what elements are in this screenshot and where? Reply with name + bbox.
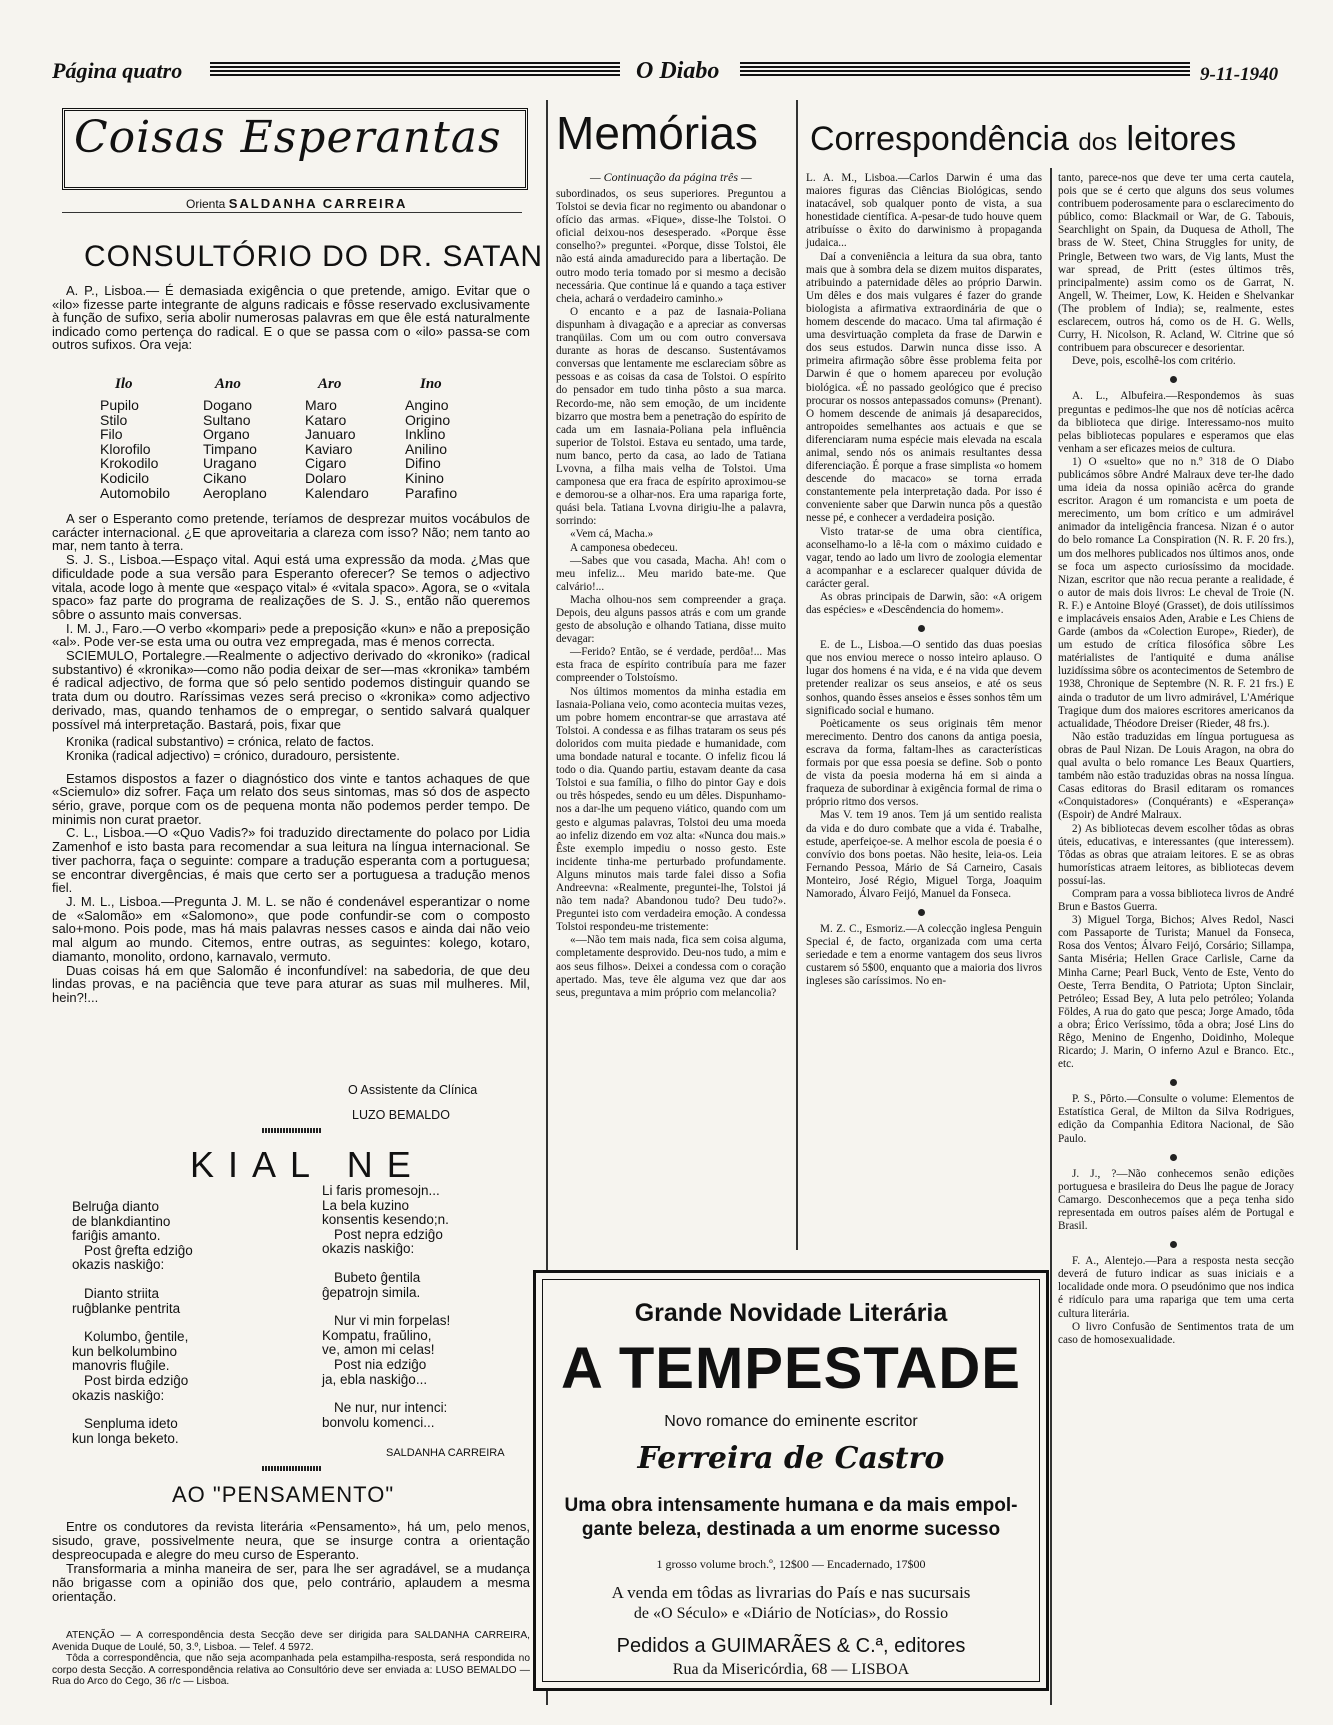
word-list: Dogano Sultano Organo Timpano Uragano Cikano Aeroplano (203, 397, 267, 501)
ad-sale-info: de «O Século» e «Diário de Notícias», do Rossio (633, 1605, 949, 1622)
bullet (918, 909, 925, 916)
masthead: O Diabo (636, 58, 720, 84)
word-list: Angino Origino Inklino Anilino Difino Kinino Parafino (405, 397, 458, 501)
ad-tagline: gante beleza, destinada a um enorme sucesso (581, 1519, 1001, 1540)
ad-headline: Grande Novidade Literária (634, 1299, 948, 1327)
article-text: Entre os condutores da revista literária «Pensamento», há um, pelo menos, sisudo, grave, possivelmente neura, que se insurge contra a orientação despreocupada e alegre do meu curso de Esperanto. Transformaria a minha maneira de ser, para lhe ser agradável, se a mudança não brigasse com a opinião dos que, pelo contrário, aplaudem a mesma orientação. (52, 1519, 530, 1604)
article-text: A ser o Esperanto como pretende, teríamos de desprezar muitos vocábulos de carácter internacional. ¿E que aproveitaria a clareza com isso? Não; nem tanto ao mar, nem tanto à terra. S. J. S., Lisboa.—Espaço vital. Aqui está uma expressão da moda. ¿Mas que dificuldade pode a sua versão para Esperanto oferecer? Se temos o adjectivo vitala, acode logo à mente que «espaço vital» é «vitala spaco». Agora, se o «vitala spaco» faz parte do programa de realizações de S. J. S., então não queremos sôbre o assunto mais conversas. I. M. J., Faro.—O verbo «kompari» pede a preposição «kun» e não a preposição «al». Pode ver-se esta uma ou outra vez empregada, mas é menos correcta. SCIEMULO, Portalegre.—Realmente o adjectivo derivado do «kroniko» (radical substantivo) é «kronika»—como não podia deixar de ser—mas «kronika» também é radical adjectivo, de forma que só pelo sentido podemos distinguir quando se trata dum ou doutro. Raríssimas vezes será preciso o «kronika» como adjectivo derivado, mas, quando tenhamos de o empregar, o sentido salvará qualquer possível má interpretação. Bastará, pois, fixar que Kronika (radical substantivo) = crónica, relato de factos. Kronika (radical adjectivo) = crónico, duradouro, persistente. Estamos dispostos a fazer o diagnóstico dos vinte e tantos achaques de que «Sciemulo» diz sofrer. Faça um relato dos seus sintomas, mas só dos de aspecto sério, grave, porque com os de pequena monta não podemos perder tempo. De minimis non curat praetor. C. L., Lisboa.—O «Quo Vadis?» foi traduzido directamente do polaco por Lidia Zamenhof e isto basta para recomendar a sua leitura na língua internacional. Se tiver pachorra, faça o seguinte: compare a tradução esperanta com a portuguesa; se encontrar divergências, é mais que certo ser a portuguesa a tradução menos fiel. J. M. L., Lisboa.—Pregunta J. M. L. se não é condenável esperantizar o nome de «Salomão» em «Salomono», que pode confundir-se com o composto salo+mono. Pois pode, mas há mais palavras nesses casos e ainda dai não veio mal algum ao mundo. Citemos, entre outras, as seguintes: kolego, kotaro, diamanto, monolito, ordono, karnavalo, vermuto. Duas coisas há em que Salomão é inconfundível: na sabedoria, de que deu lindas provas, e na paciência que teve para aturar as suas mil mulheres. Mil, hein?!... (52, 511, 530, 1005)
section-heading: AO "PENSAMENTO" (172, 1482, 395, 1507)
poem-right: Li faris promesojn... La bela kuzino konsentis kesendo;n. Post nepra edziĝo okazis naskiĝo: Bubeto ĝentila ĝepatrojn simila. Nur vi min forpelas! Kompatu, fraŭlino, ve, amon mi celas! Post nia edziĝo ja, ebla naskiĝo... Ne nur, nur intenci: bonvolu komenci... (322, 1183, 451, 1430)
article-text: subordinados, os seus superiores. Preguntou a Tolstoi se devia ficar no regimento ou abandonar o ofício das armas. «Fique», disse-lhe Tolstoi. O oficial deixou-nos desesperado. «Porque êsse conselho?» preguntei. «Porque, disse Tolstoi, êle não está ainda amadurecido para a libertação. De outro modo teria tomado por si mesmo a decisão necessária. Que continue lá e quando a taça estiver cheia, achará o verdadeiro caminho.» O encanto e a paz de Iasnaia-Poliana dispunham à divagação e a apreciar as conversas tranqüilas. Com um ou com outro conversava durante as horas de descanso. Sustentávamos conversas que lentamente me esclareciam sôbre as pessoas e as coisas da casa de Tolstoi. O espírito do pensador em tudo tinha pôsto a sua marca. Recordo-me, não sem emoção, de um incidente bizarro que mostra bem a penetração do espírito de cada um em Iasnaia-Poliana pela influência superior de Tolstoi. Estava eu sentado, uma tarde, num banco, perto da casa, ao lado de Tatiana Lvovna, a filha mais velha de Tolstoi. Uma camponesa que era fraca de espírito aproximou-se e demorou-se a olhar-nos. Era uma rapariga forte, quási bela. Tatiana Lvovna dirigiu-lhe a palavra, sorrindo: «Vem cá, Macha.» A camponesa obedeceu. —Sabes que vou casada, Macha. Ah! com o meu infeliz... Meu marido bate-me. Que calvário!... Macha olhou-nos sem compreender a graça. Depois, deu alguns passos atrás e com um grande gesto de absolução e olhando Tatiana, disse muito devagar: —Ferido? Então, se é verdade, perdôa!... Mas esta fraca de espírito contribuía para me fazer compreender o Tolstoísmo. Nos últimos momentos da minha estadia em Iasnaia-Poliana veio, como acontecia muitas vezes, um pobre homem encontrar-se que arrastava até Tolstoi. A condessa e as filhas trataram os seus pés doloridos com muita piedade e humanidade, com uma bondade natural e tocante. O infeliz ficou lá todo o dia. Quando partiu, estavam deante da casa Tolstoi e sua família, o filho do pintor Gay e dois ou três hóspedes, sendo eu um dêles. Dispunhamo-nos a dar-lhe um pequeno viático, quando com um gesto e algumas palavras, Tolstoi deu uma moeda ao infeliz dizendo em voz alta: «Nunca dou mais.» Êste exemplo impediu o nosso gesto. Este incidente tinha-me perturbado profundamente. Alguns minutos mais tarde falei disso a Sofia Andreevna: «Realmente, preguntei-lhe, Tolstoi já não tem nada? Abandonou tudo? Deu tudo?». Preguntei isto com verdadeira emoção. A condessa Tolstoi respondeu-me tristemente: «—Não tem mais nada, fica sem coisa alguma, completamente desprovido. Deu-nos tudo, a mim e aos seus filhos». Deixei a condessa com o coração apertado. Mas, teve êle alguma vez que dar aos seus, preguntava a mim próprio com melancolia? (556, 188, 786, 999)
ornament (262, 1128, 322, 1133)
column-heading: CONSULTÓRIO DO DR. SATAN (84, 240, 544, 273)
section-title: Correspondência dos leitores (810, 120, 1237, 158)
header-rule-left (210, 62, 620, 76)
ad-author: Ferreira de Castro (637, 1441, 945, 1476)
ornament (262, 1466, 322, 1471)
issue-date: 9-11-1940 (1200, 64, 1279, 85)
ad-sale-info: A venda em tôdas as livrarias do País e nas sucursais (611, 1583, 971, 1602)
poem-title: KIAL NE (190, 1144, 425, 1185)
article-text: A. P., Lisboa.— É demasiada exigência o que pretende, amigo. Evitar que o «ilo» fizesse parte integrante de alguns radicais e fôsse reservado exclusivamente à função de sufixo, seria abolir numerosas palavras em que êle está naturalmente indicado como pertença do radical. E o que se passa com o «ilo» passa-se com outros sufixos. Ora veja: (52, 283, 530, 353)
letters-column: L. A. M., Lisboa.—Carlos Darwin é uma das maiores figuras das Ciências Biológicas, sendo inatacável, sob qualquer ponto de vista, a sua honestidade científica. A-pesar-de tudo houve quem atribuísse o êxito do darwinismo à propaganda judaica... Daí a conveniência a leitura da sua obra, tanto mais que à sombra dela se dizem muitos disparates, atribuindo a paternidade dêles ao próprio Darwin. Um dêles e dos mais vulgares é fazer do grande biologista a afirmativa extraordinária de que o homem descende do macaco. Uma tal afirmação é uma desvirtuação completa da frase de Darwin e dos seus estudos. Darwin nunca disse isso. A primeira afirmação sôbre êsse problema feita por Darwin é que o homem apareceu por evolução biológica. «É no passado geológico que é preciso procurar os nossos antepassados comuns» (Prenant). O homem descende de animais já desaparecidos, antropoides semelhantes aos actuais e que se diferenciaram numa espécie mais elevada na escala animal, sendo nós os animais resultantes dessa diferenciação. É porque a frase simplista «o homem descende do macaco» se torna errada constantemente pela interpretação dada. Por isso é conveniente saber que Darwin nunca pôs a questão nesse pé, e conhecer a verdadeira posição. Visto tratar-se de uma obra científica, aconselhamo-lo a lê-la com o máximo cuidado e vagar, tendo ao lado um livro de zoologia elementar a acompanhar e a esclarecer qualquer dúvida de carácter geral. As obras principais de Darwin, são: «A origem das espécies» e «Descêndencia do homem». E. de L., Lisboa.—O sentido das duas poesias que nos enviou merece o nosso inteiro aplauso. O lugar dos homens é na vida, e é na vida que devem pretender realizar os seus anseios, e até os seus sonhos, quando êsses anseios e êsses sonhos têm um significado social e humano. Poèticamente os seus originais têm menor merecimento. Dentro dos canons da antiga poesia, escrava da forma, faltam-lhes as características formais por que essa poesia se define. Sob o ponto de vista da poesia moderna há em si ainda a fraqueza de subordinar à exigência formal de rima o próprio ritmo dos versos. Mas V. tem 19 anos. Tem já um sentido realista da vida e do duro combate que a vida é. Trabalhe, estude, aperfeiçoe-se. A melhor escola de poesia é o convívio dos bons poetas. Não hesite, leia-os. Leia Fernando Pessoa, Mário de Sá Carneiro, Casais Monteiro, José Régio, Miguel Torga, Joaquim Namorado, Álvaro Feijó, Manuel da Fonseca. M. Z. C., Esmoriz.—A colecção inglesa Penguin Special é, de facto, organizada com uma certa seriedade e tem a enorme vantagem dos seus livros custarem só 5$00, enquanto que a maioria dos livros ingleses são caríssimos. No en- (806, 172, 1042, 988)
bullet (1170, 1079, 1177, 1086)
suffix-header: Ilo (115, 376, 133, 392)
section-title: Coisas Esperantas (74, 112, 502, 163)
book-advertisement (533, 1270, 1049, 1691)
ad-address: Rua da Misericórdia, 68 — LISBOA (672, 1661, 910, 1678)
ad-price: 1 grosso volume broch.º, 12$00 — Encadernado, 17$00 (656, 1557, 926, 1571)
bullet (918, 625, 925, 632)
word-list: Maro Kataro Januaro Kaviaro Cigaro Dolaro Kalendaro (305, 397, 369, 501)
bullet (1170, 1241, 1177, 1248)
ad-book-title: A TEMPESTADE (561, 1336, 1021, 1401)
bullet (1170, 376, 1177, 383)
column-rule (796, 100, 798, 1250)
suffix-header: Aro (318, 376, 342, 392)
word-list: Pupilo Stilo Filo Klorofilo Krokodilo Kodicilo Automobilo (100, 397, 171, 501)
bullet (1170, 1154, 1177, 1161)
notice: ATENÇÃO — A correspondência desta Secção deve ser dirigida para SALDANHA CARREIRA, Avenida Duque de Loulé, 50, 3.º, Lisboa. — Telef. 4 5972. Tôda a correspondência, que não seja acompanhada pela estampilha-resposta, será respondida no corpo desta Secção. A correspondência relativa ao Consultório deve ser enviada a: LUSO BEMALDO — Rua do Arco do Cego, 36 r/c — Lisboa. (52, 1630, 530, 1687)
page-label: Página quatro (52, 58, 183, 83)
signature-name: LUZO BEMALDO (352, 1108, 450, 1122)
continuation-note: — Continuação da página três — (590, 170, 752, 184)
letters-column: tanto, parece-nos que deve ter uma certa cautela, pois que se é certo que alguns dos seus volumes contribuem poderosamente para o esclarecimento do público, como: Blackmail or War, de G. Tabouis, Searchlight on Spain, da Duquesa de Atholl, The brass de W. Steet, China Struggles for unity, de Pringle, Between two wars, de Vig lants, Must the war spread, de Pritt (estes últimos três, principalmente) assim como os de Garrat, N. Angell, W. Theimer, Low, K. Heiden e Shelvankar (The problem of India); se, realmente, estes esclarecem, outros há, como os de H. G. Wells, Curry, H. Nicolson, R. Acland, W. Citrine que só contribuem para obscurecer e desorientar. Deve, pois, escolhê-los com critério. A. L., Albufeira.—Respondemos às suas preguntas e pedimos-lhe que nos dê notícias acêrca da biblioteca que dirige. Interessamo-nos muito pelas bibliotecas populares e esperamos que elas venham a ser eficazes meios de cultura. 1) O «sueltо» que no n.º 318 de O Diabo publicámos sôbre André Malraux deve ter-lhe dado uma ideia da nossa opinião acêrca do grande escritor. Aragon é um romancista e um poeta de merecimento, um bom crítico e um admirável animador da inteligência francesa. Nizan é o autor do belo romance La Conspiration (N. R. F. 20 frs.), um dos melhores publicados nos últimos anos, onde se foca um aspecto curiosíssimo da mocidade. Nizan, escritor que não recua perante a realidade, é o autor de mais dois livros: Le cheval de Troie (N. R. F.) e Antoine Bloyé (Grasset), de dois utilíssimos e implacáveis ensaios Aden, Arabie e Les Chiens de Garde (ambos da «Colection Europe», Rieder), de um estudo de crítica filosófica sôbre Les matérialistes de l'antiquité e duma análise luzidíssima sôbre os acontecimentos de Setembro de 1938, Chronique de Septembre (N. R. F. 21 frs.) E ainda o tradutor de um livro admirável, L'Amérique Tragique dum dos maiores escritores americanos da actualidade, Théodore Dreiser (Rieder, 48 frs.). Não estão traduzidas em língua portuguesa as obras de Paul Nizan. De Louis Aragon, na obra do qual avulta o belo romance Les Beaux Quartiers, também não estão traduzidas obras na nossa língua. Casas editoras do Brasil editaram os romances «Conquistadores» (Conquérants) e «Esperança» (Espoir) de André Malraux. 2) As bibliotecas devem escolher tôdas as obras úteis, educativas, e interessantes (que interessem). Tôdas as obras que atraiam leitores. E se as obras humorísticas atraem leitores, as bibliotecas devem possuí-las. Compram para a vossa biblioteca livros de André Brun e Bastos Guerra. 3) Miguel Torga, Bichos; Alves Redol, Nasci com Passaporte de Turista; Manuel da Fonseca, Rosa dos Ventos; Álvaro Feijó, Corsário; Sillampa, Santa Miséria; Hellen Grace Carlisle, Carne da Minha Carne; Pearl Buck, Vento de Este, Vento do Oeste, Terra Bendita, O Patriota; Upton Sinclair, Petróleo; Essad Bey, A luta pelo petróleo; Yolanda Földes, A rua do gato que pesca; Jorge Amado, tôda a obra; Érico Veríssimo, tôda a obra; José Lins do Rêgo, Menino de Engenho, Doidinho, Moleque Ricardo; J. Marin, O inferno Azul e Branco. Etc., etc. P. S., Pôrto.—Consulte o volume: Elementos de Estatística Geral, de Milton da Silva Rodrigues, edição da Companhia Editora Nacional, de São Paulo. J. J., ?—Não conhecemos senão edições portuguesa e brasileira do Deus lhe pague de Joracy Camargo. Desconhecemos que a peça tenha sido representada em outros países além de Portugal e Brasil. F. A., Alentejo.—Para a resposta nesta secção deverá de futuro indicar as suas iniciais e a localidade onde mora. O pseudónimo que nos indica é ridículo para uma rapariga que tem uma certa cultura literária. O livro Confusão de Sentimentos trata de um caso de homosexualidade. (1058, 172, 1294, 1346)
header-rule-right (740, 62, 1190, 76)
poem-left: Belruĝa dianto de blankdiantino fariĝis amanto. Post ĝrefta edziĝo okazis naskiĝo: Dianto striita ruĝblanke pentrita Kolumbo, ĝentile, kun belkolumbino manovris fluĝile. Post birda edziĝo okazis naskiĝo: Senpluma ideto kun longa beketo. (72, 1199, 193, 1446)
ad-tagline: Uma obra intensamente humana e da mais empol- (564, 1495, 1018, 1516)
ad-orders: Pedidos a GUIMARÃES & C.ª, editores (616, 1635, 966, 1657)
signature-role: O Assistente da Clínica (348, 1083, 478, 1097)
column-rule (1050, 168, 1052, 1705)
rule (62, 212, 522, 213)
ad-subtitle: Novo romance do eminente escritor (664, 1413, 918, 1430)
suffix-header: Ino (420, 376, 442, 392)
section-editor: Orienta SALDANHA CARREIRA (186, 196, 408, 211)
poem-signature: SALDANHA CARREIRA (386, 1447, 505, 1459)
suffix-header: Ano (215, 376, 241, 392)
article-title: Memórias (556, 107, 758, 159)
